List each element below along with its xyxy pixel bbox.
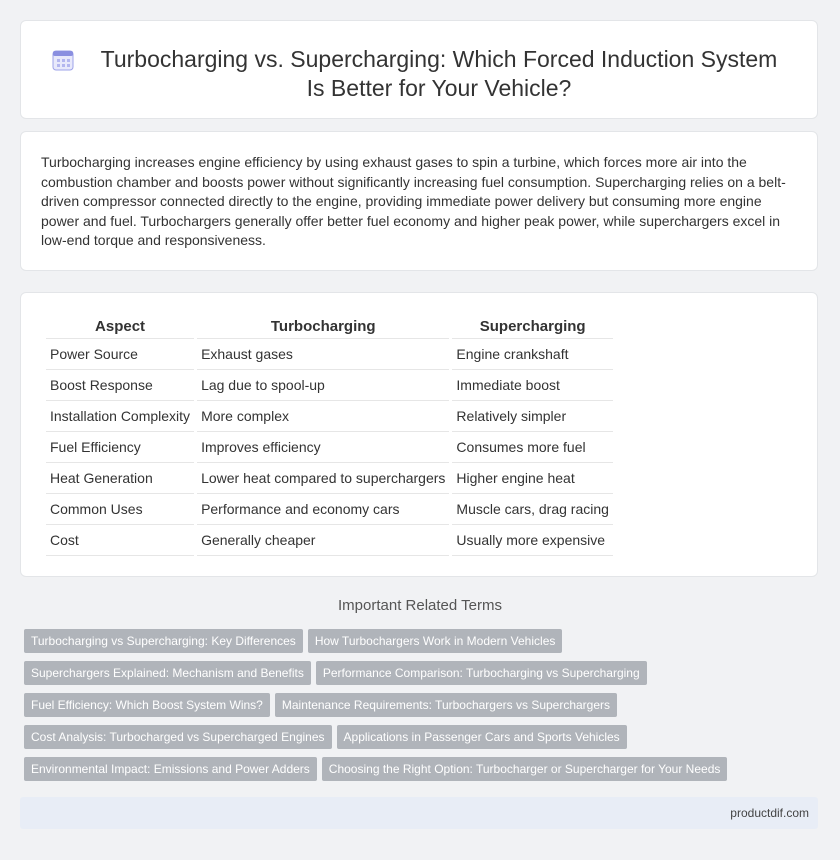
footer	[20, 797, 818, 829]
related-terms-title: Important Related Terms	[338, 597, 502, 614]
table-row	[46, 401, 613, 432]
table-cell: Higher engine heat	[452, 463, 613, 494]
page-title-line1: Turbocharging vs. Supercharging: Which Forced Induction System	[100, 46, 778, 72]
tag-row	[24, 757, 824, 789]
table-cell: Lag due to spool-up	[197, 370, 449, 401]
table-cell: Heat Generation	[46, 463, 194, 494]
related-term-tag[interactable]: Fuel Efficiency: Which Boost System Wins?	[24, 693, 270, 717]
table-cell: Engine crankshaft	[452, 339, 613, 370]
table-cell: Relatively simpler	[452, 401, 613, 432]
table-cell: Performance and economy cars	[197, 494, 449, 525]
page-title	[81, 45, 797, 103]
table-cell: Fuel Efficiency	[46, 432, 194, 463]
related-term-tag[interactable]: Cost Analysis: Turbocharged vs Supercharged Engines	[24, 725, 332, 749]
table-row	[46, 370, 613, 401]
related-term-tag[interactable]: Maintenance Requirements: Turbochargers vs Superchargers	[275, 693, 617, 717]
table-row	[46, 525, 613, 556]
table-cell: Installation Complexity	[46, 401, 194, 432]
table-cell: Immediate boost	[452, 370, 613, 401]
table-row	[46, 463, 613, 494]
page-title-line2: Is Better for Your Vehicle?	[306, 75, 572, 101]
footer-site-link[interactable]: productdif.com	[730, 806, 809, 820]
table-cell: Power Source	[46, 339, 194, 370]
calendar-icon	[51, 48, 75, 77]
table-cell: Usually more expensive	[452, 525, 613, 556]
comparison-table-card	[20, 292, 818, 577]
header-card	[20, 20, 818, 119]
table-cell: Boost Response	[46, 370, 194, 401]
related-term-tag[interactable]: Choosing the Right Option: Turbocharger or Supercharger for Your Needs	[322, 757, 728, 781]
table-cell: Consumes more fuel	[452, 432, 613, 463]
comparison-table	[43, 315, 616, 556]
table-cell: Lower heat compared to superchargers	[197, 463, 449, 494]
intro-card	[20, 131, 818, 271]
header-aspect: Aspect	[46, 315, 194, 339]
table-cell: Exhaust gases	[197, 339, 449, 370]
table-cell: Common Uses	[46, 494, 194, 525]
tag-row	[24, 629, 824, 661]
table-header-row	[46, 315, 613, 339]
related-term-tag[interactable]: Performance Comparison: Turbocharging vs Supercharging	[316, 661, 647, 685]
table-row	[46, 494, 613, 525]
related-term-tag[interactable]: Environmental Impact: Emissions and Power Adders	[24, 757, 317, 781]
related-term-tag[interactable]: How Turbochargers Work in Modern Vehicles	[308, 629, 563, 653]
related-term-tag[interactable]: Superchargers Explained: Mechanism and Benefits	[24, 661, 311, 685]
table-cell: More complex	[197, 401, 449, 432]
tag-row	[24, 661, 824, 693]
intro-text: Turbocharging increases engine efficiency by using exhaust gases to spin a turbine, which forces more air into the combustion chamber and boosts power without significantly increasing fuel consumption. Supercharging relies on a belt-driven compressor connected directly to the engine, providing immediate power delivery but consuming more engine power and fuel. Turbochargers generally offer better fuel economy and higher peak power, while superchargers excel in low-end torque and responsiveness.	[41, 154, 786, 248]
related-term-tag[interactable]: Turbocharging vs Supercharging: Key Differences	[24, 629, 303, 653]
table-cell: Generally cheaper	[197, 525, 449, 556]
tag-row	[24, 693, 824, 725]
related-term-tag[interactable]: Applications in Passenger Cars and Sports Vehicles	[337, 725, 627, 749]
related-terms-list	[24, 629, 824, 789]
table-cell: Cost	[46, 525, 194, 556]
table-row	[46, 432, 613, 463]
tag-row	[24, 725, 824, 757]
table-cell: Improves efficiency	[197, 432, 449, 463]
header-supercharging: Supercharging	[452, 315, 613, 339]
header-turbocharging: Turbocharging	[197, 315, 449, 339]
table-row	[46, 339, 613, 370]
table-cell: Muscle cars, drag racing	[452, 494, 613, 525]
